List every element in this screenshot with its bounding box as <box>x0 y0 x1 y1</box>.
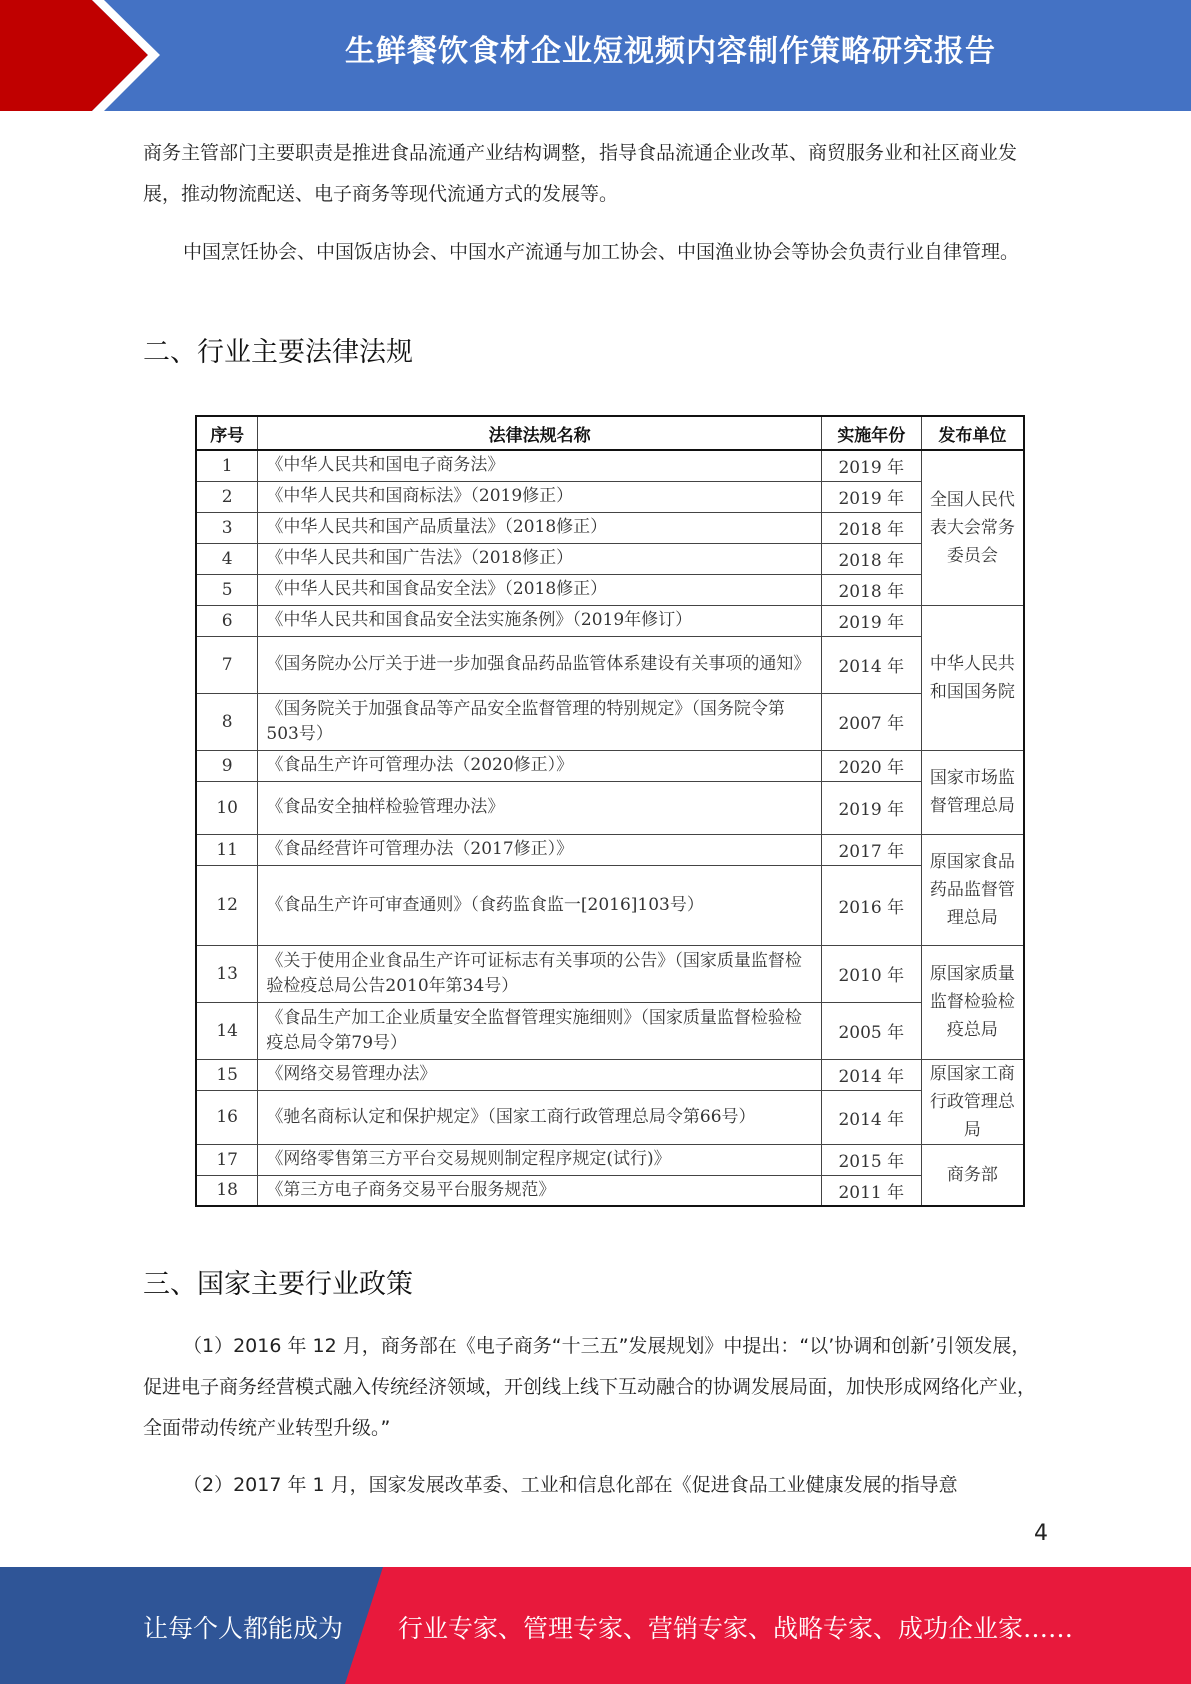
law-year: 2019 年 <box>821 450 921 481</box>
law-year: 2017 年 <box>821 834 921 865</box>
law-name: 《国务院办公厅关于进一步加强食品药品监管体系建设有关事项的通知》 <box>258 636 822 693</box>
law-name: 《第三方电子商务交易平台服务规范》 <box>258 1175 822 1206</box>
law-year: 2007 年 <box>821 693 921 750</box>
laws-table <box>195 415 1025 1207</box>
row-number: 2 <box>196 481 258 512</box>
law-name: 《中华人民共和国食品安全法实施条例》（2019年修订） <box>258 605 822 636</box>
document-title: 生鲜餐饮食材企业短视频内容制作策略研究报告 <box>345 34 996 69</box>
law-name: 《驰名商标认定和保护规定》（国家工商行政管理总局令第66号） <box>258 1090 822 1144</box>
footer-slogan-right: 行业专家、管理专家、营销专家、战略专家、成功企业家…… <box>398 1614 1074 1643</box>
law-year: 2011 年 <box>821 1175 921 1206</box>
law-name: 《中华人民共和国食品安全法》（2018修正） <box>258 574 822 605</box>
row-number: 14 <box>196 1002 258 1059</box>
column-header-name: 法律法规名称 <box>258 416 822 450</box>
row-number: 8 <box>196 693 258 750</box>
law-name: 《食品安全抽样检验管理办法》 <box>258 781 822 834</box>
law-year: 2019 年 <box>821 781 921 834</box>
table-row <box>196 543 1024 574</box>
law-name: 《食品生产加工企业质量安全监督管理实施细则》（国家质量监督检验检疫总局令第79号） <box>258 1002 822 1059</box>
table-row <box>196 865 1024 945</box>
footer-slogan-left: 让每个人都能成为 <box>143 1614 344 1643</box>
law-name: 《中华人民共和国产品质量法》（2018修正） <box>258 512 822 543</box>
law-year: 2019 年 <box>821 481 921 512</box>
row-number: 16 <box>196 1090 258 1144</box>
column-header-no: 序号 <box>196 416 258 450</box>
publisher-cell: 商务部 <box>921 1144 1024 1206</box>
table-row <box>196 574 1024 605</box>
row-number: 3 <box>196 512 258 543</box>
table-row <box>196 693 1024 750</box>
row-number: 5 <box>196 574 258 605</box>
row-number: 12 <box>196 865 258 945</box>
law-name: 《网络零售第三方平台交易规则制定程序规定(试行)》 <box>258 1144 822 1175</box>
table-row <box>196 1059 1024 1090</box>
law-year: 2005 年 <box>821 1002 921 1059</box>
row-number: 13 <box>196 945 258 1002</box>
law-year: 2014 年 <box>821 1090 921 1144</box>
law-year: 2019 年 <box>821 605 921 636</box>
law-name: 《网络交易管理办法》 <box>258 1059 822 1090</box>
table-row <box>196 781 1024 834</box>
header-banner <box>0 0 1191 111</box>
intro-paragraph-2: 中国烹饪协会、中国饭店协会、中国水产流通与加工协会、中国渔业协会等协会负责行业自律管理。 <box>183 241 1020 263</box>
policy-paragraph-1: （1）2016 年 12 月，商务部在《电子商务“十三五”发展规划》中提出：“以’协调和创新’引领发展，促进电子商务经营模式融入传统经济领域，开创线上线下互动融合的协调发展局面，加快形成网络化产业，全面带动传统产业转型升级。” <box>143 1335 1037 1439</box>
page-number: 4 <box>1034 1521 1048 1546</box>
law-name: 《中华人民共和国广告法》（2018修正） <box>258 543 822 574</box>
law-year: 2016 年 <box>821 865 921 945</box>
publisher-cell: 全国人民代表大会常务委员会 <box>921 450 1024 605</box>
row-number: 6 <box>196 605 258 636</box>
table-row <box>196 945 1024 1002</box>
publisher-cell: 原国家食品药品监督管理总局 <box>921 834 1024 945</box>
row-number: 1 <box>196 450 258 481</box>
section-heading-policies: 三、国家主要行业政策 <box>143 1269 413 1300</box>
law-name: 《食品经营许可管理办法（2017修正）》 <box>258 834 822 865</box>
column-header-publisher: 发布单位 <box>921 416 1024 450</box>
publisher-cell: 中华人民共和国国务院 <box>921 605 1024 750</box>
law-year: 2018 年 <box>821 543 921 574</box>
publisher-cell: 国家市场监督管理总局 <box>921 750 1024 834</box>
law-year: 2014 年 <box>821 1059 921 1090</box>
row-number: 7 <box>196 636 258 693</box>
law-year: 2010 年 <box>821 945 921 1002</box>
row-number: 11 <box>196 834 258 865</box>
table-header-row <box>196 416 1024 450</box>
table-row <box>196 1090 1024 1144</box>
row-number: 17 <box>196 1144 258 1175</box>
publisher-cell: 原国家质量监督检验检疫总局 <box>921 945 1024 1059</box>
row-number: 15 <box>196 1059 258 1090</box>
table-row <box>196 481 1024 512</box>
law-name: 《国务院关于加强食品等产品安全监督管理的特别规定》（国务院令第503号） <box>258 693 822 750</box>
law-year: 2018 年 <box>821 574 921 605</box>
table-row <box>196 636 1024 693</box>
law-year: 2018 年 <box>821 512 921 543</box>
table-row <box>196 605 1024 636</box>
law-name: 《食品生产许可审查通则》（食药监食监一[2016]103号） <box>258 865 822 945</box>
section-heading-laws: 二、行业主要法律法规 <box>143 337 413 368</box>
table-row <box>196 1144 1024 1175</box>
law-name: 《中华人民共和国电子商务法》 <box>258 450 822 481</box>
law-year: 2014 年 <box>821 636 921 693</box>
row-number: 18 <box>196 1175 258 1206</box>
table-row <box>196 750 1024 781</box>
policy-paragraph-2: （2）2017 年 1 月，国家发展改革委、工业和信息化部在《促进食品工业健康发展的指导意 <box>183 1474 958 1496</box>
row-number: 10 <box>196 781 258 834</box>
table-row <box>196 512 1024 543</box>
table-row <box>196 834 1024 865</box>
law-name: 《中华人民共和国商标法》（2019修正） <box>258 481 822 512</box>
intro-paragraph-1: 商务主管部门主要职责是推进食品流通产业结构调整，指导食品流通企业改革、商贸服务业和社区商业发展，推动物流配送、电子商务等现代流通方式的发展等。 <box>143 142 1018 205</box>
row-number: 9 <box>196 750 258 781</box>
table-row <box>196 450 1024 481</box>
row-number: 4 <box>196 543 258 574</box>
column-header-year: 实施年份 <box>821 416 921 450</box>
table-row <box>196 1175 1024 1206</box>
table-row <box>196 1002 1024 1059</box>
law-name: 《食品生产许可管理办法（2020修正）》 <box>258 750 822 781</box>
law-name: 《关于使用企业食品生产许可证标志有关事项的公告》（国家质量监督检验检疫总局公告2010年第34号） <box>258 945 822 1002</box>
law-year: 2015 年 <box>821 1144 921 1175</box>
footer-banner <box>0 1567 1191 1684</box>
law-year: 2020 年 <box>821 750 921 781</box>
publisher-cell: 原国家工商行政管理总局 <box>921 1059 1024 1144</box>
